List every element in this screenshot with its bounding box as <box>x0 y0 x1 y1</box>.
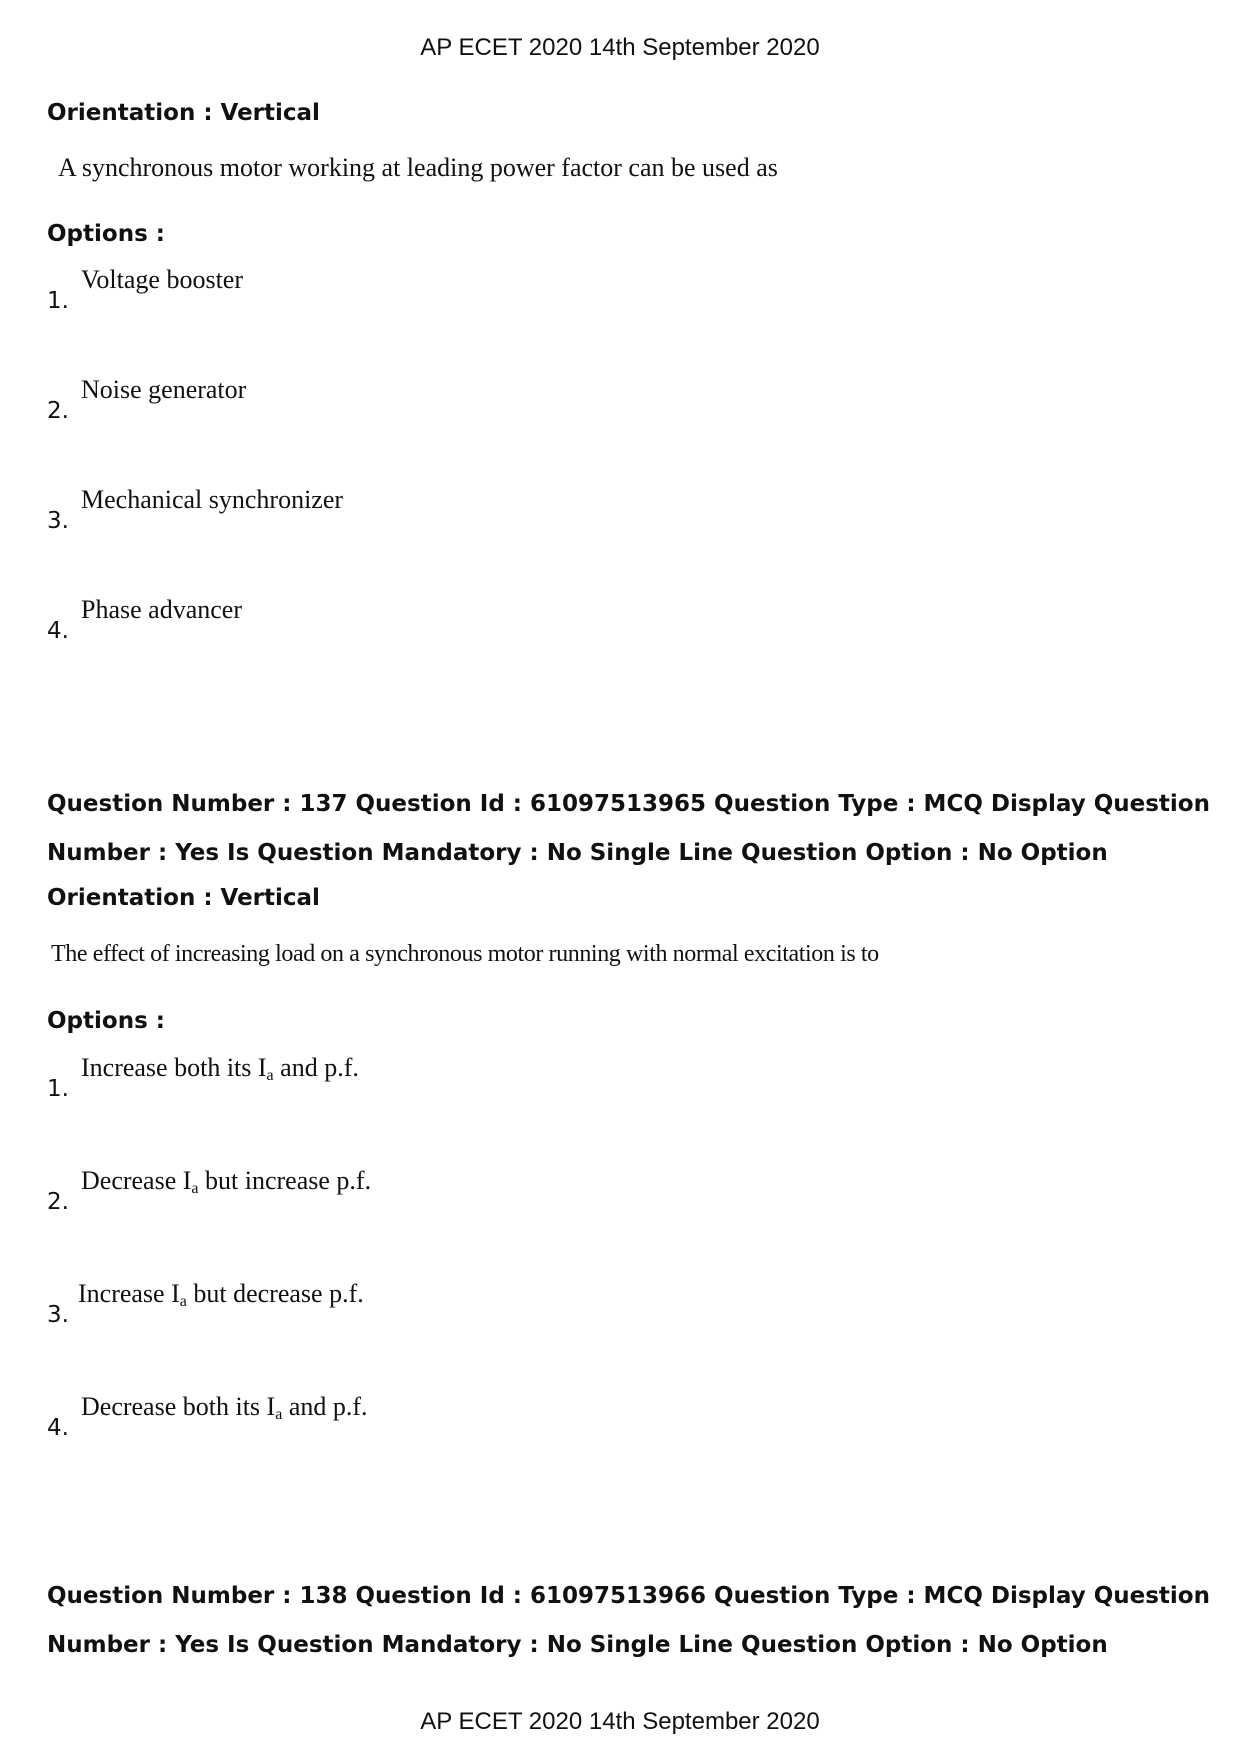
option-number: 3. <box>47 1302 69 1328</box>
option-text: Increase both its $I_a$ and p.f. <box>81 1053 359 1084</box>
q137-meta-line-2: Number : Yes Is Question Mandatory : No Single Line Question Option : No Option <box>47 840 1108 866</box>
q137-question-text: The effect of increasing load on a synchronous motor running with normal excitation is to <box>51 941 879 967</box>
option-number: 4. <box>47 1415 69 1441</box>
option-number: 1. <box>47 1076 69 1102</box>
page-footer: AP ECET 2020 14th September 2020 <box>420 1708 820 1735</box>
q137-option-2 <box>47 1166 947 1226</box>
option-text: Mechanical synchronizer <box>81 485 344 514</box>
option-number: 1. <box>47 288 69 314</box>
q137-option-1 <box>47 1053 947 1113</box>
option-number: 3. <box>47 508 69 534</box>
option-number: 4. <box>47 618 69 644</box>
option-text: Decrease $I_a$ but increase p.f. <box>81 1166 372 1197</box>
q136-options-label: Options : <box>47 221 165 247</box>
q137-meta-line-1: Question Number : 137 Question Id : 61097513965 Question Type : MCQ Display Question <box>47 791 1210 817</box>
option-text: Decrease both its $I_a$ and p.f. <box>81 1392 368 1423</box>
option-text: Noise generator <box>81 375 247 404</box>
option-number: 2. <box>47 1189 69 1215</box>
q136-orientation: Orientation : Vertical <box>47 100 320 126</box>
q136-option-2 <box>47 375 947 435</box>
q137-option-4 <box>47 1392 947 1452</box>
page-header: AP ECET 2020 14th September 2020 <box>420 34 820 61</box>
option-text: Voltage booster <box>81 265 243 294</box>
q138-meta-line-1: Question Number : 138 Question Id : 61097513966 Question Type : MCQ Display Question <box>47 1583 1210 1609</box>
option-text: Increase $I_a$ but decrease p.f. <box>78 1279 364 1310</box>
q137-options-label: Options : <box>47 1008 165 1034</box>
q137-orientation: Orientation : Vertical <box>47 885 320 911</box>
q136-option-4 <box>47 595 947 655</box>
option-text: Phase advancer <box>81 595 242 624</box>
q138-meta-line-2: Number : Yes Is Question Mandatory : No Single Line Question Option : No Option <box>47 1632 1108 1658</box>
q136-option-1 <box>47 265 947 325</box>
q136-option-3 <box>47 485 947 545</box>
option-number: 2. <box>47 398 69 424</box>
q136-question-text: A synchronous motor working at leading power factor can be used as <box>58 153 778 182</box>
q137-option-3 <box>47 1279 947 1339</box>
